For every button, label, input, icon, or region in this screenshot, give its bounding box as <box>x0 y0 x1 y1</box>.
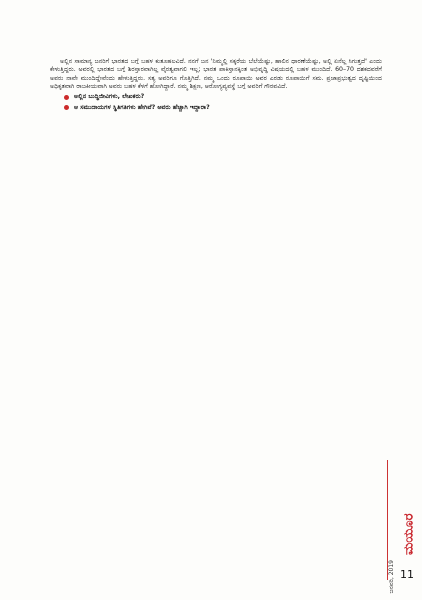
bullet-icon <box>64 105 69 110</box>
page-number: 11 <box>400 568 414 581</box>
question-bullet <box>64 104 382 112</box>
question-bullet <box>64 93 382 101</box>
magazine-logo: ಮಯೂರ <box>401 513 417 555</box>
question-text: ಅಲ್ಲಿನ ಬುದ್ಧಿಜೀವಿಗಳು, ಲೇಖಕರು? <box>74 93 145 101</box>
article-body <box>50 58 382 114</box>
bullet-icon <box>64 95 69 100</box>
question-text: ಆ ಸಮುದಾಯಗಳ ಸ್ಥಿತಿಗತಿಗಳು ಹೇಗಿವೆ? ಅವರು ಹೆಚ್ಚಾಗಿ ಇದ್ದಾರಾ? <box>74 103 210 111</box>
paragraph: ಅಲ್ಲಿನ ಸಾಮಾನ್ಯ ಜನರಿಗೆ ಭಾರತದ ಬಗ್ಗೆ ಬಹಳ ಕುತೂಹಲವಿದೆ. ನನಗೆ ಜನ 'ನಿಮ್ಮಲ್ಲಿ ಸಕ್ಕರೆಯ ಬೆಲೆಯೆಷ್ಟು, ಹಾಲಿನ ಧಾರಣೆಯೆಷ್ಟು, ಅಲ್ಲಿ ಏನೆಲ್ಲ ಸಿಗುತ್ತದೆ' ಎಂದು ಕೇಳುತ್ತಿದ್ದರು. ಅವರಲ್ಲಿ ಭಾರತದ ಬಗ್ಗೆ ಶಿರಸ್ತಾರವಾಗಿಲ್ಲ ವೈರತ್ವವಾಗಲಿ ಇಲ್ಲ; ಭಾರತ ಪಾಕಿಸ್ತಾನಕ್ಕಿಂತ ಅಭಿವೃದ್ಧಿ ವಿಷಯದಲ್ಲಿ ಬಹಳ ಮುಂದಿದೆ. 60–70 ದಶಕದವರೆಗೆ ಅವರು ನಾವೇ ಮುಂದಿದ್ದೇವೆಂದು ಹೇಳುತ್ತಿದ್ದರು. ಸತ್ಯ ಅವರಿಗೂ ಗೊತ್ತಿಗಿದೆ. ನಮ್ಮ ಒಂದು ರೂಪಾಯಿ ಅವರ ಎರಡು ರೂಪಾಯಿಗೆ ಸಮ. ಪ್ರಜಾಪ್ರಭುತ್ವದ ದೃಷ್ಟಿಯಿಂದ ಅಧಿಕೃತವಾಗಿ ರಾಜಕೀಯವಾಗಿ ಅವರು ಬಹಳ ಕೆಳಗೆ ಹೋಗಿದ್ದಾರೆ. ನಮ್ಮ ಶಿಕ್ಷಣ, ಆರೋಗ್ಯವ್ಯವಸ್ಥೆ ಬಗ್ಗೆ ಅವರಿಗೆ ಗೌರವವಿದೆ. <box>50 58 382 91</box>
issue-date: ಜನವರಿ, 2019 <box>388 560 395 594</box>
